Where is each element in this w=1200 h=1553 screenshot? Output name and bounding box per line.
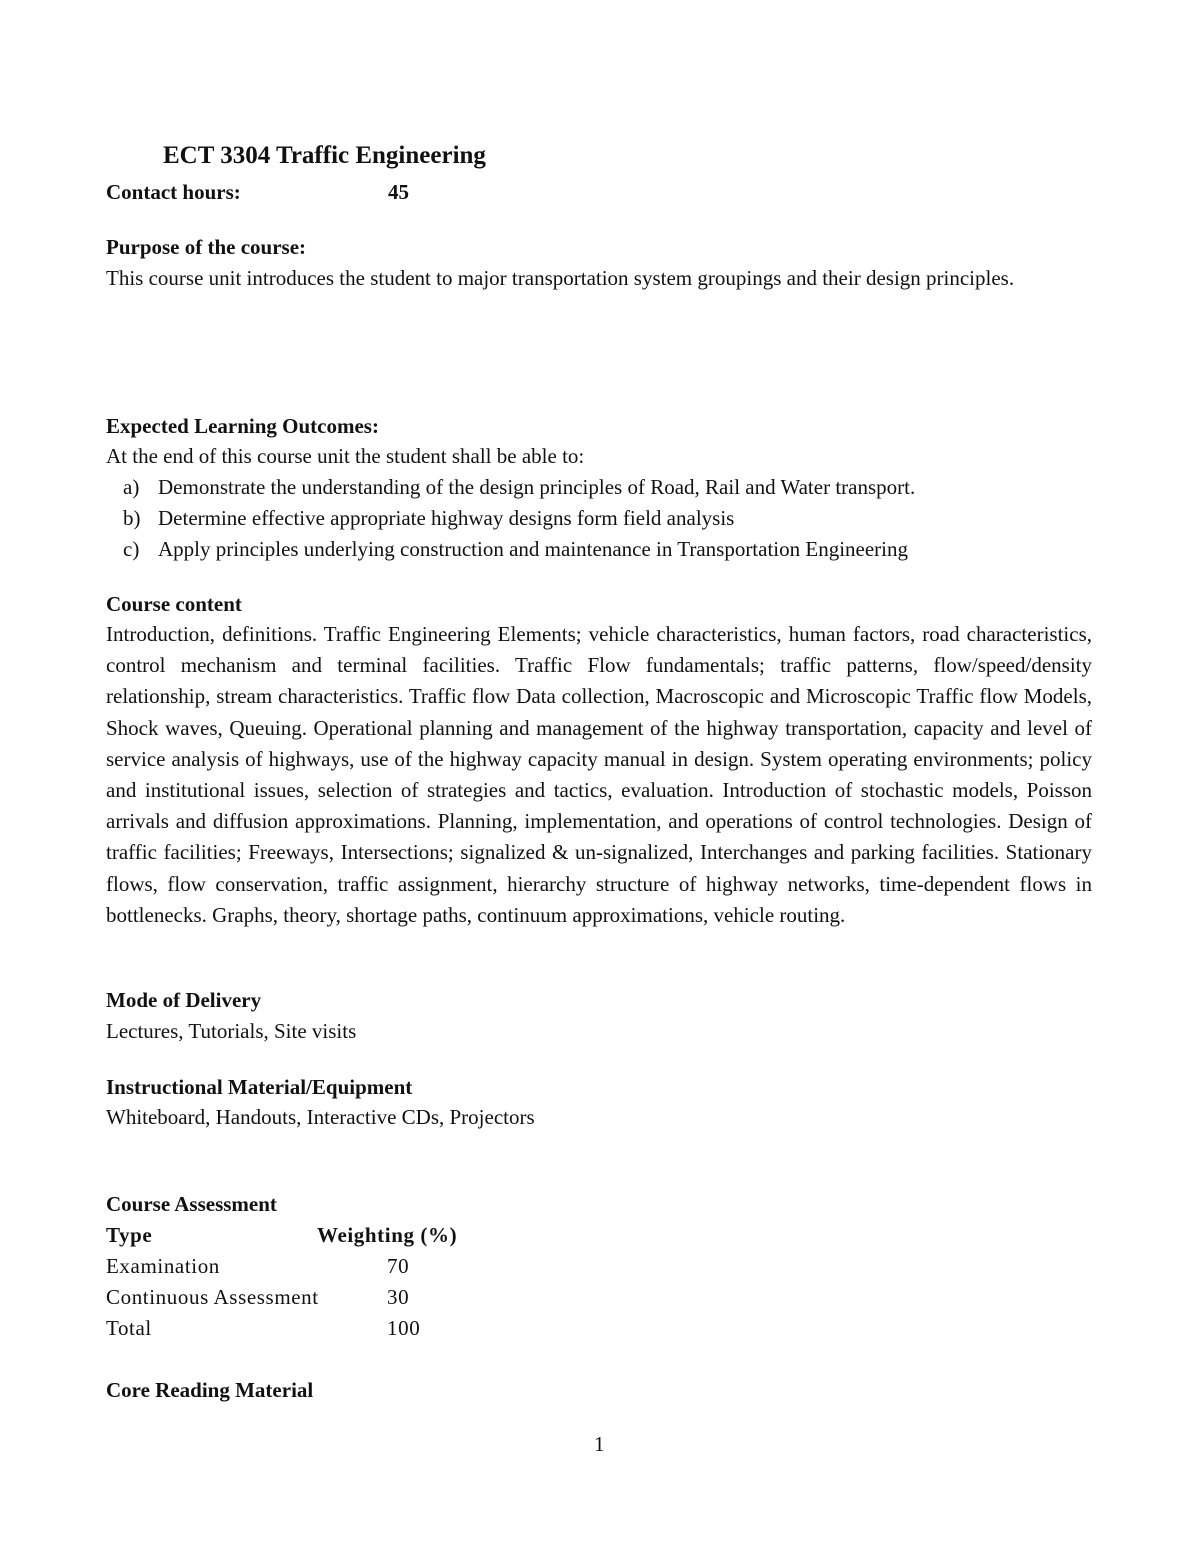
delivery-heading: Mode of Delivery	[106, 988, 262, 1012]
assessment-type: Continuous Assessment	[106, 1285, 319, 1309]
assessment-type: Examination	[106, 1254, 220, 1278]
assessment-weight: 70	[387, 1254, 410, 1278]
outcomes-list	[106, 472, 915, 565]
outcome-marker: c)	[123, 537, 140, 561]
outcomes-intro: At the end of this course unit the student shall be able to:	[106, 444, 585, 468]
outcome-text: Apply principles underlying construction and maintenance in Transportation Engineering	[158, 537, 909, 561]
content-heading: Course content	[106, 592, 242, 616]
assessment-col-type: Type	[106, 1223, 153, 1247]
assessment-weight: 100	[387, 1316, 421, 1340]
outcome-text: Determine effective appropriate highway designs form field analysis	[158, 506, 735, 530]
outcome-item	[106, 534, 915, 565]
material-text: Whiteboard, Handouts, Interactive CDs, Projectors	[106, 1105, 535, 1129]
contact-hours-label: Contact hours:	[106, 180, 241, 204]
delivery-text: Lectures, Tutorials, Site visits	[106, 1019, 357, 1043]
outcome-marker: b)	[123, 506, 141, 530]
content-text: Introduction, definitions. Traffic Engineering Elements; vehicle characteristics, human factors, road characteristics, control mechanism and terminal facilities. Traffic Flow fundamentals; traffic patterns, flow/speed/density relationship, stream characteristics. Traffic flow Data collection, Macroscopic and Microscopic Traffic flow Models, Shock waves, Queuing. Operational planning and management of the highway transportation, capacity and level of service analysis of highways, use of the highway capacity manual in design. System operating environments; policy and institutional issues, selection of strategies and tactics, evaluation. Introduction of stochastic models, Poisson arrivals and diffusion approximations. Planning, implementation, and operations of control technologies. Design of traffic facilities; Freeways, Intersections; signalized & un-signalized, Interchanges and parking facilities. Stationary flows, flow conservation, traffic assignment, hierarchy structure of highway networks, time-dependent flows in bottlenecks. Graphs, theory, shortage paths, continuum approximations, vehicle routing.	[106, 622, 1092, 927]
assessment-heading: Course Assessment	[106, 1192, 277, 1216]
page-number: 1	[594, 1432, 605, 1456]
outcome-text: Demonstrate the understanding of the design principles of Road, Rail and Water transport.	[158, 475, 916, 499]
reading-heading: Core Reading Material	[106, 1378, 314, 1402]
contact-hours-value: 45	[388, 180, 409, 204]
assessment-type: Total	[106, 1316, 152, 1340]
purpose-text: This course unit introduces the student to major transportation system groupings and their design principles.	[106, 266, 1015, 290]
material-heading: Instructional Material/Equipment	[106, 1075, 413, 1099]
purpose-heading: Purpose of the course:	[106, 235, 307, 259]
outcome-item	[106, 503, 915, 534]
outcome-item	[106, 472, 915, 503]
assessment-weight: 30	[387, 1285, 410, 1309]
outcome-marker: a)	[123, 475, 140, 499]
course-title: ECT 3304 Traffic Engineering	[163, 142, 486, 169]
outcomes-heading: Expected Learning Outcomes:	[106, 414, 379, 438]
assessment-col-weight: Weighting (%)	[317, 1223, 458, 1247]
